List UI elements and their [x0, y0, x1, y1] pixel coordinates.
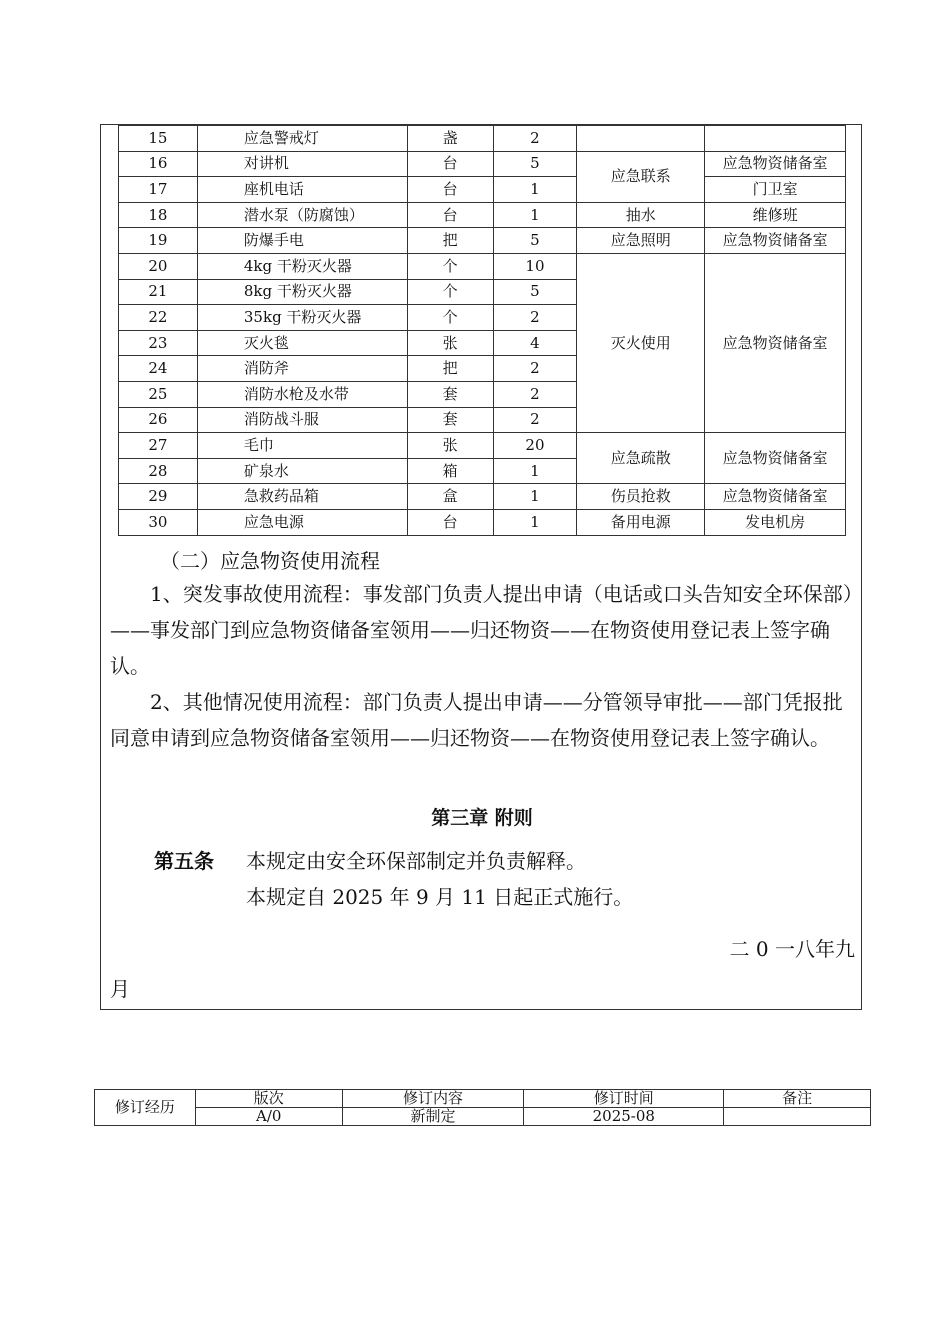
emergency-supplies-table — [118, 125, 846, 536]
item-number: 21 — [119, 279, 198, 305]
item-number: 20 — [119, 253, 198, 279]
article-label: 第五条 — [154, 849, 214, 873]
location-cell-fire: 应急物资储备室 — [705, 253, 846, 432]
item-quantity: 5 — [493, 228, 577, 254]
use-cell-evac: 应急疏散 — [577, 433, 705, 484]
use-cell-29: 伤员抢救 — [577, 484, 705, 510]
item-quantity: 2 — [493, 126, 577, 152]
item-name: 35kg 干粉灭火器 — [197, 305, 407, 331]
use-cell-fire: 灭火使用 — [577, 253, 705, 432]
table-row — [119, 202, 846, 228]
item-quantity: 1 — [493, 484, 577, 510]
item-quantity: 1 — [493, 177, 577, 203]
item-unit: 套 — [407, 407, 493, 433]
procedure-paragraph-2: 2、其他情况使用流程：部门负责人提出申请——分管领导审批——部门凭报批同意申请到应急物资储备室领用——归还物资——在物资使用登记表上签字确认。 — [110, 690, 843, 750]
item-unit: 个 — [407, 305, 493, 331]
item-number: 15 — [119, 126, 198, 152]
item-name: 急救药品箱 — [197, 484, 407, 510]
item-name: 消防斧 — [197, 356, 407, 382]
revision-time: 2025-08 — [524, 1108, 724, 1126]
item-unit: 张 — [407, 433, 493, 459]
revision-header-time: 修订时间 — [524, 1090, 724, 1108]
item-name: 防爆手电 — [197, 228, 407, 254]
item-quantity: 2 — [493, 305, 577, 331]
item-unit: 台 — [407, 202, 493, 228]
item-name: 灭火毯 — [197, 330, 407, 356]
item-quantity: 2 — [493, 407, 577, 433]
use-cell-18: 抽水 — [577, 202, 705, 228]
use-cell-30: 备用电源 — [577, 509, 705, 535]
use-cell-contact: 应急联系 — [577, 151, 705, 202]
chapter-title: 第三章 附则 — [431, 807, 533, 829]
table-row — [119, 126, 846, 152]
use-cell-15 — [577, 126, 705, 152]
item-number: 22 — [119, 305, 198, 331]
item-number: 24 — [119, 356, 198, 382]
item-name: 消防水枪及水带 — [197, 381, 407, 407]
table-row — [119, 151, 846, 177]
revision-header-version: 版次 — [195, 1090, 342, 1108]
item-unit: 盒 — [407, 484, 493, 510]
issue-date-line-1: 二 0 一八年九 — [729, 937, 855, 961]
revision-header-remark: 备注 — [724, 1090, 871, 1108]
item-unit: 把 — [407, 228, 493, 254]
item-quantity: 1 — [493, 458, 577, 484]
item-unit: 箱 — [407, 458, 493, 484]
use-cell-19: 应急照明 — [577, 228, 705, 254]
item-quantity: 1 — [493, 509, 577, 535]
revision-remark — [724, 1108, 871, 1126]
issue-date-line-2: 月 — [110, 977, 130, 1001]
revision-label: 修订经历 — [95, 1090, 196, 1126]
article-5 — [154, 843, 586, 879]
item-number: 23 — [119, 330, 198, 356]
table-row — [119, 484, 846, 510]
item-unit: 个 — [407, 279, 493, 305]
revision-content: 新制定 — [342, 1108, 524, 1126]
location-cell-30: 发电机房 — [705, 509, 846, 535]
item-unit: 台 — [407, 509, 493, 535]
item-unit: 盏 — [407, 126, 493, 152]
location-cell-16: 应急物资储备室 — [705, 151, 846, 177]
location-cell-15 — [705, 126, 846, 152]
item-number: 26 — [119, 407, 198, 433]
article-text: 本规定由安全环保部制定并负责解释。 — [246, 849, 586, 873]
item-unit: 套 — [407, 381, 493, 407]
item-number: 16 — [119, 151, 198, 177]
table-row — [119, 253, 846, 279]
item-name: 消防战斗服 — [197, 407, 407, 433]
item-name: 8kg 干粉灭火器 — [197, 279, 407, 305]
location-cell-29: 应急物资储备室 — [705, 484, 846, 510]
item-name: 对讲机 — [197, 151, 407, 177]
item-number: 27 — [119, 433, 198, 459]
item-unit: 台 — [407, 151, 493, 177]
item-quantity: 10 — [493, 253, 577, 279]
table-row — [119, 177, 846, 203]
item-quantity: 5 — [493, 279, 577, 305]
procedure-paragraph-1: 1、突发事故使用流程：事发部门负责人提出申请（电话或口头告知安全环保部）——事发部门到应急物资储备室领用——归还物资——在物资使用登记表上签字确认。 — [110, 582, 853, 678]
item-quantity: 1 — [493, 202, 577, 228]
location-cell-18: 维修班 — [705, 202, 846, 228]
table-row — [119, 433, 846, 459]
item-number: 29 — [119, 484, 198, 510]
item-quantity: 2 — [493, 356, 577, 382]
item-quantity: 4 — [493, 330, 577, 356]
item-number: 25 — [119, 381, 198, 407]
location-cell-19: 应急物资储备室 — [705, 228, 846, 254]
item-number: 18 — [119, 202, 198, 228]
item-quantity: 2 — [493, 381, 577, 407]
item-unit: 把 — [407, 356, 493, 382]
item-name: 应急电源 — [197, 509, 407, 535]
item-number: 30 — [119, 509, 198, 535]
item-name: 应急警戒灯 — [197, 126, 407, 152]
item-name: 座机电话 — [197, 177, 407, 203]
item-quantity: 20 — [493, 433, 577, 459]
item-name: 潜水泵（防腐蚀） — [197, 202, 407, 228]
item-number: 19 — [119, 228, 198, 254]
location-cell-17: 门卫室 — [705, 177, 846, 203]
item-unit: 张 — [407, 330, 493, 356]
location-cell-evac: 应急物资储备室 — [705, 433, 846, 484]
item-unit: 台 — [407, 177, 493, 203]
table-row — [119, 228, 846, 254]
item-unit: 个 — [407, 253, 493, 279]
issue-date — [110, 929, 855, 1009]
item-number: 28 — [119, 458, 198, 484]
document-frame — [100, 124, 862, 1010]
table-row — [119, 509, 846, 535]
revision-history-table — [94, 1089, 871, 1126]
section-title: （二）应急物资使用流程 — [160, 549, 380, 573]
item-quantity: 5 — [493, 151, 577, 177]
item-name: 4kg 干粉灭火器 — [197, 253, 407, 279]
item-name: 矿泉水 — [197, 458, 407, 484]
revision-header-content: 修订内容 — [342, 1090, 524, 1108]
article-effective-date: 本规定自 2025 年 9 月 11 日起正式施行。 — [246, 885, 634, 909]
revision-version: A/0 — [195, 1108, 342, 1126]
item-number: 17 — [119, 177, 198, 203]
item-name: 毛巾 — [197, 433, 407, 459]
